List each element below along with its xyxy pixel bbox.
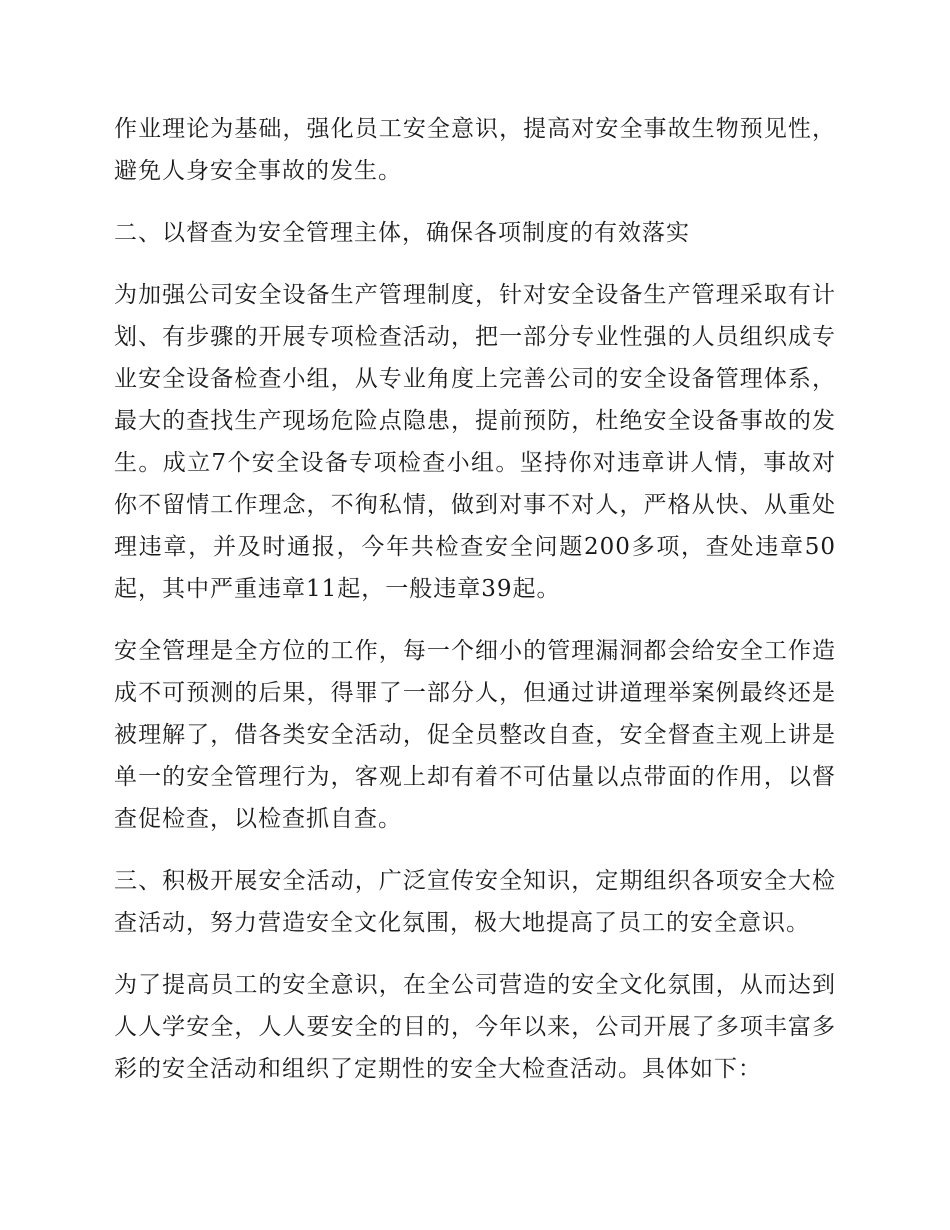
- paragraph-safety-management: 安全管理是全方位的工作，每一个细小的管理漏洞都会给安全工作造成不可预测的后果，得罪了一部分人，但通过讲道理举案例最终还是被理解了，借各类安全活动，促全员整改自查，安全督查主观上讲是单一的安全管理行为，客观上却有着不可估量以点带面的作用，以督查促检查，以检查抓自查。: [114, 638, 836, 832]
- paragraph-activities-intro: 为了提高员工的安全意识，在全公司营造的安全文化氛围，从而达到人人学安全，人人要安全的目的，今年以来，公司开展了多项丰富多彩的安全活动和组织了定期性的安全大检查活动。具体如下：: [114, 972, 836, 1082]
- section-heading-activities: 三、积极开展安全活动，广泛宣传安全知识，定期组织各项安全大检查活动，努力营造安全文化氛围，极大地提高了员工的安全意识。: [114, 868, 836, 936]
- paragraph-inspection-groups: 为加强公司安全设备生产管理制度，针对安全设备生产管理采取有计划、有步骤的开展专项检查活动，把一部分专业性强的人员组织成专业安全设备检查小组，从专业角度上完善公司的安全设备管理体系，最大的查找生产现场危险点隐患，提前预防，杜绝安全设备事故的发生。成立7个安全设备专项检查小组。坚持你对违章讲人情，事故对你不留情工作理念，不徇私情，做到对事不对人，严格从快、从重处理违章，并及时通报，今年共检查安全问题200多项，查处违章50起，其中严重违章11起，一般违章39起。: [114, 282, 836, 602]
- section-heading-supervision: 二、以督查为安全管理主体，确保各项制度的有效落实: [114, 220, 690, 246]
- paragraph-intro-continuation: 作业理论为基础，强化员工安全意识，提高对安全事故生物预见性，避免人身安全事故的发生。: [114, 116, 836, 184]
- document-body: [114, 108, 836, 1110]
